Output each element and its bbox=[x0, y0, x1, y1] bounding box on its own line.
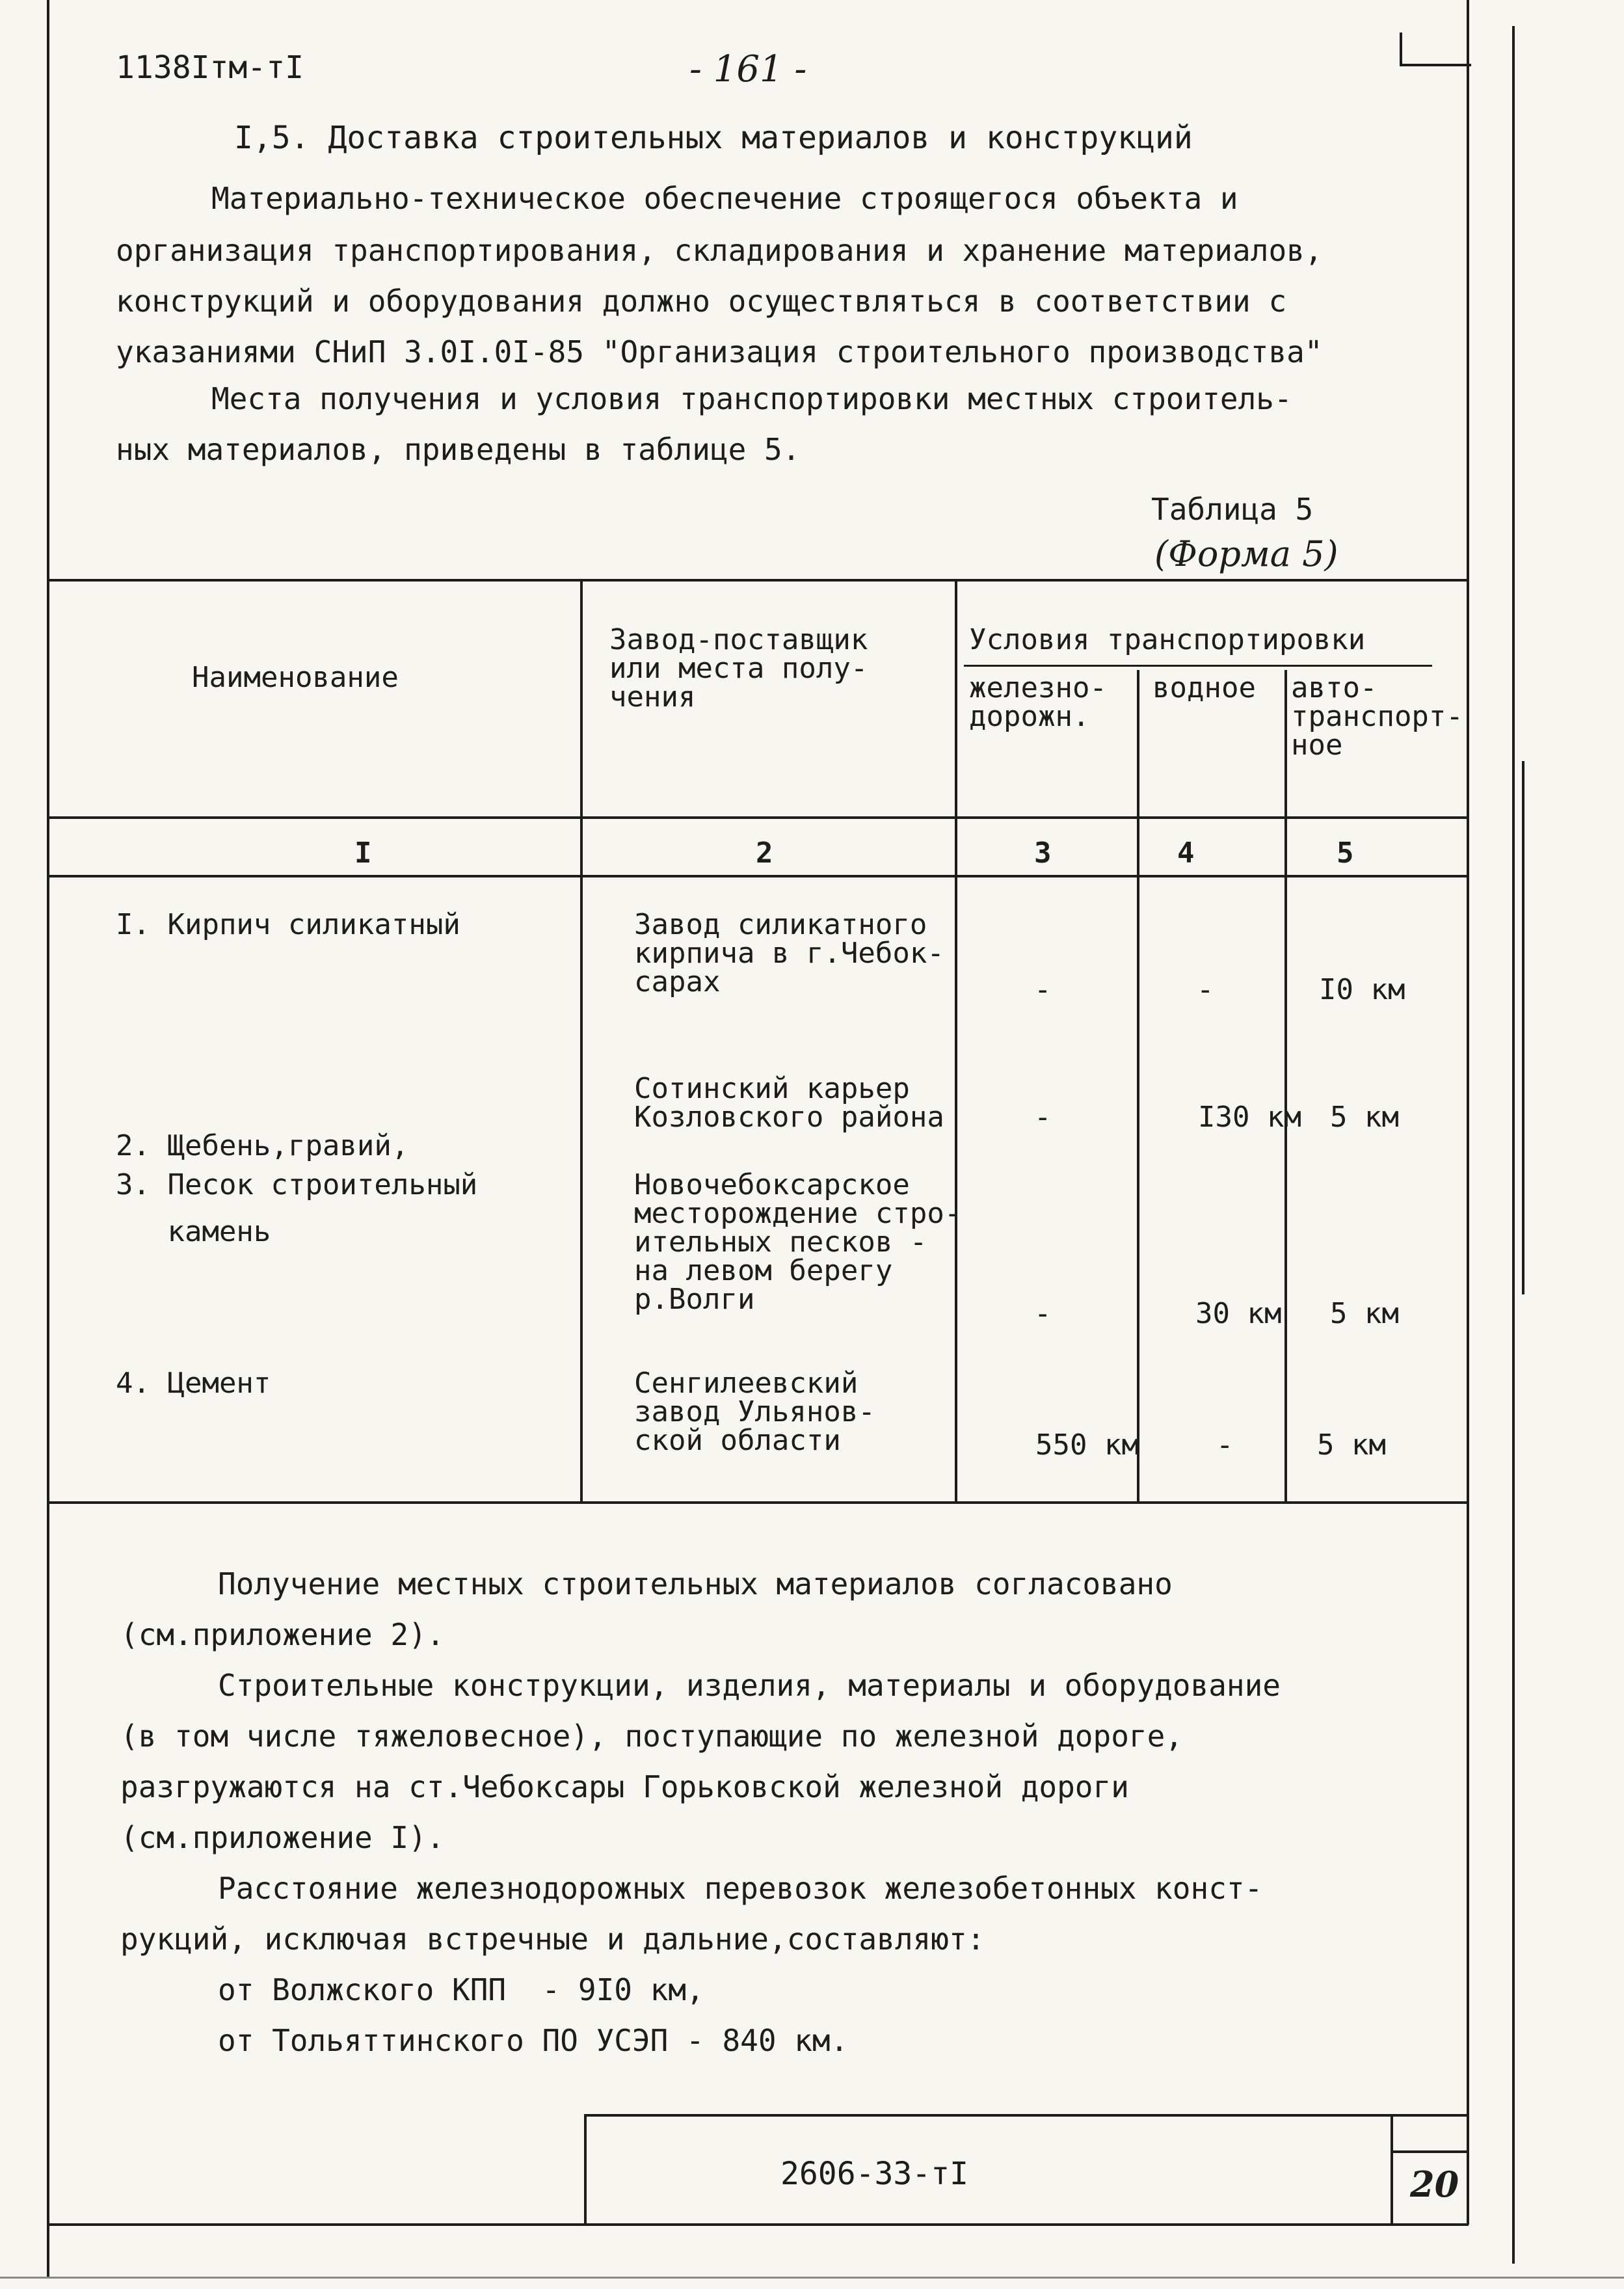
para1-line3: конструкций и оборудования должно осуществляться в соответствии с bbox=[116, 284, 1287, 319]
header-auto-line3: ное bbox=[1291, 729, 1343, 762]
para4-line2: (в том числе тяжеловесное), поступающие по железной дороге, bbox=[120, 1719, 1183, 1754]
row2-name-line1: 2. Щебень,гравий, bbox=[116, 1129, 409, 1162]
row2-supplier-line1: Сотинский карьер bbox=[634, 1072, 910, 1105]
header-supplier-line1: Завод-поставщик bbox=[609, 623, 868, 656]
distance-line2: от Тольяттинского ПО УСЭП - 840 км. bbox=[218, 2023, 849, 2058]
row1-supplier bbox=[634, 908, 944, 998]
header-auto-line1: авто- bbox=[1291, 671, 1378, 704]
bottom-frame-line bbox=[47, 2223, 1469, 2226]
table-caption: Таблица 5 bbox=[1151, 492, 1314, 527]
row4-supplier-line1: Сенгилеевский bbox=[634, 1367, 859, 1400]
para4-line3: разгружаются на ст.Чебоксары Горьковской железной дороги bbox=[120, 1769, 1129, 1804]
para1-line2: организация транспортирования, складирования и хранение материалов, bbox=[116, 233, 1323, 268]
row1-supplier-line2: кирпича в г.Чебок- bbox=[634, 937, 944, 970]
header-rail-line1: железно- bbox=[969, 671, 1107, 704]
header-rail bbox=[969, 671, 1107, 733]
scan-bottom-edge bbox=[0, 2277, 1624, 2279]
row4-water: - bbox=[1216, 1428, 1234, 1462]
distance-line1: от Волжского КПП - 9I0 км, bbox=[218, 1972, 704, 2007]
row2-water: I30 км bbox=[1198, 1101, 1301, 1134]
row4-name: 4. Цемент bbox=[116, 1367, 271, 1400]
header-supplier-line2: или места полу- bbox=[609, 652, 868, 685]
colnum-4: 4 bbox=[1177, 837, 1195, 870]
document-code: 1138Iтм-тI bbox=[116, 49, 304, 86]
header-rail-line2: дорожн. bbox=[969, 700, 1090, 733]
para3-line2: (см.приложение 2). bbox=[120, 1617, 445, 1652]
row3-supplier bbox=[634, 1168, 962, 1316]
left-margin-line bbox=[47, 0, 49, 2277]
top-corner-mark-h bbox=[1400, 64, 1471, 66]
header-supplier-line3: чения bbox=[609, 680, 696, 714]
row2-supplier-line2: Козловского района bbox=[634, 1101, 944, 1134]
row1-water: - bbox=[1197, 973, 1214, 1006]
colnum-5: 5 bbox=[1337, 837, 1354, 870]
row3-supplier-line2: месторождение стро- bbox=[634, 1197, 962, 1230]
row1-supplier-line1: Завод силикатного bbox=[634, 908, 927, 941]
stamp-sheet-number: 20 bbox=[1410, 2163, 1459, 2205]
header-name: Наименование bbox=[192, 661, 399, 694]
para5-line1: Расстояние железнодорожных перевозок железобетонных конст- bbox=[218, 1871, 1263, 1906]
para2-line1: Места получения и условия транспортировки местных строитель- bbox=[211, 381, 1292, 416]
table-col-divider-4 bbox=[1285, 670, 1287, 1503]
top-corner-mark-v bbox=[1400, 33, 1402, 65]
row1-rail: - bbox=[1034, 973, 1052, 1006]
stamp-sheet-divider bbox=[1391, 2114, 1393, 2225]
section-title: I,5. Доставка строительных материалов и конструкций bbox=[234, 120, 1193, 156]
row4-supplier bbox=[634, 1369, 875, 1455]
row2-name-line2: камень bbox=[116, 1215, 271, 1248]
row3-auto: 5 км bbox=[1330, 1297, 1399, 1330]
right-frame-line bbox=[1467, 0, 1469, 2225]
colnum-2: 2 bbox=[756, 837, 773, 870]
table-col-divider-1 bbox=[580, 579, 583, 1503]
row4-auto: 5 км bbox=[1317, 1428, 1386, 1462]
table-top-line bbox=[47, 579, 1469, 582]
table-header-bottom-line bbox=[47, 816, 1469, 819]
stamp-left-line bbox=[584, 2114, 587, 2225]
row3-supplier-line5: р.Волги bbox=[634, 1283, 755, 1316]
row4-supplier-line3: ской области bbox=[634, 1424, 841, 1457]
row1-name: I. Кирпич силикатный bbox=[116, 908, 460, 941]
table-col-divider-3 bbox=[1137, 670, 1139, 1503]
row2-supplier bbox=[634, 1072, 944, 1134]
row2-rail: - bbox=[1034, 1101, 1052, 1134]
row4-supplier-line2: завод Ульянов- bbox=[634, 1395, 875, 1428]
row2-auto: 5 км bbox=[1330, 1101, 1399, 1134]
row3-supplier-line1: Новочебоксарское bbox=[634, 1168, 910, 1201]
header-water: водное bbox=[1152, 671, 1256, 704]
para5-line2: рукций, исключая встречные и дальние,составляют: bbox=[120, 1921, 985, 1957]
stamp-sheet-top-line bbox=[1391, 2150, 1469, 2153]
para2-line2: ных материалов, приведены в таблице 5. bbox=[116, 432, 801, 467]
row3-rail: - bbox=[1034, 1297, 1052, 1330]
page-number: - 161 - bbox=[689, 48, 807, 90]
header-supplier bbox=[609, 623, 868, 714]
para3-line1: Получение местных строительных материалов согласовано bbox=[218, 1566, 1173, 1601]
table-bottom-line bbox=[47, 1501, 1469, 1504]
colnum-3: 3 bbox=[1034, 837, 1052, 870]
far-right-line bbox=[1512, 26, 1515, 2264]
row1-supplier-line3: сарах bbox=[634, 965, 721, 998]
table-colnum-bottom-line bbox=[47, 875, 1469, 877]
para4-line1: Строительные конструкции, изделия, материалы и оборудование bbox=[218, 1668, 1281, 1703]
header-auto bbox=[1291, 671, 1463, 762]
table-col-divider-2 bbox=[955, 579, 957, 1503]
para4-line4: (см.приложение I). bbox=[120, 1820, 445, 1855]
row3-name: 3. Песок строительный bbox=[116, 1168, 478, 1201]
stamp-top-line bbox=[584, 2114, 1469, 2117]
row4-rail: 550 км bbox=[1035, 1428, 1139, 1462]
row3-supplier-line3: ительных песков - bbox=[634, 1225, 927, 1259]
stamp-document-code: 2606-33-тI bbox=[780, 2156, 968, 2192]
row1-auto: I0 км bbox=[1319, 973, 1405, 1006]
transport-underline bbox=[964, 665, 1432, 667]
para1-line4: указаниями СНиП 3.0I.0I-85 "Организация строительного производства" bbox=[116, 334, 1323, 369]
right-margin-tick bbox=[1522, 761, 1524, 1294]
colnum-1: I bbox=[354, 837, 372, 870]
row3-supplier-line4: на левом берегу bbox=[634, 1254, 893, 1287]
table-form-note: (Форма 5) bbox=[1154, 533, 1338, 574]
header-auto-line2: транспорт- bbox=[1291, 700, 1463, 733]
header-transport-group: Условия транспортировки bbox=[969, 623, 1366, 656]
para1-line1: Материально-техническое обеспечение строящегося объекта и bbox=[211, 181, 1238, 216]
row3-water: 30 км bbox=[1195, 1297, 1282, 1330]
